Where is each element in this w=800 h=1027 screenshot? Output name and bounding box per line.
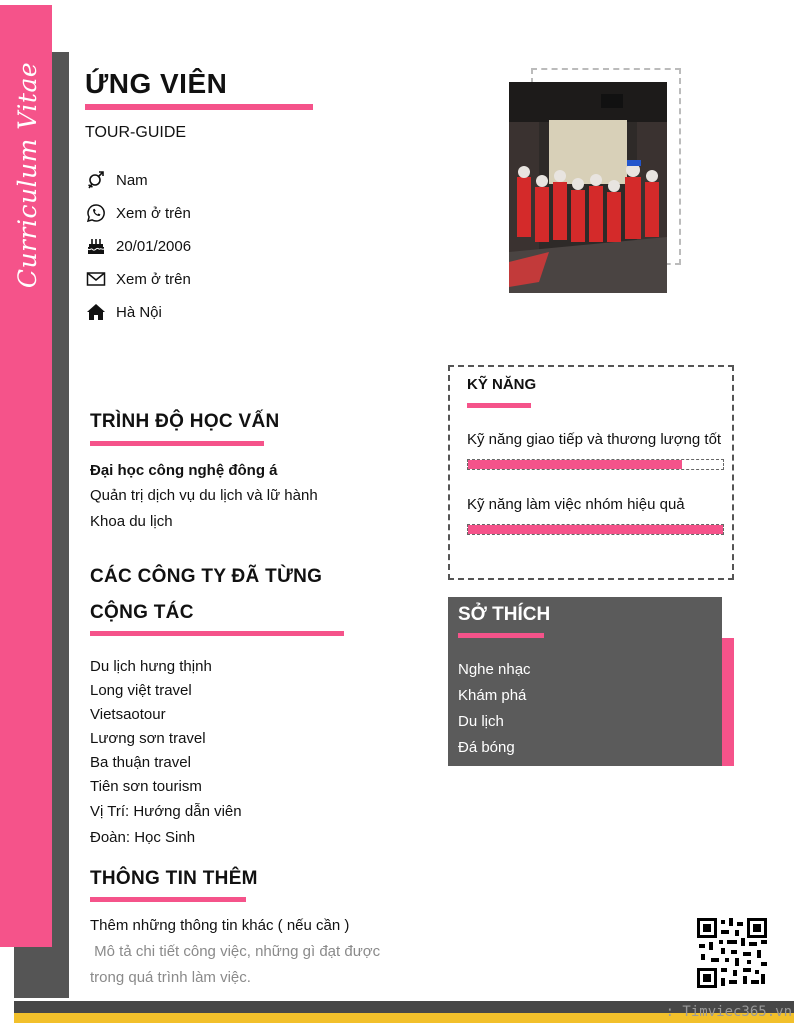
info-gender bbox=[85, 168, 148, 192]
education-title: TRÌNH ĐỘ HỌC VẤN bbox=[90, 411, 280, 432]
info-birthday-text: 20/01/2006 bbox=[116, 237, 192, 255]
skills-box bbox=[448, 365, 734, 580]
companies-title-line1: CÁC CÔNG TY ĐÃ TỪNG bbox=[90, 566, 323, 587]
company-item: Long việt travel bbox=[90, 682, 192, 699]
candidate-name: ỨNG VIÊN bbox=[85, 68, 228, 99]
hobbies-title: SỞ THÍCH bbox=[458, 604, 551, 625]
info-phone-text: Xem ở trên bbox=[116, 204, 191, 222]
education-major: Quản trị dịch vụ du lịch và lữ hành bbox=[90, 487, 318, 504]
curriculum-vitae-title: Curriculum Vitae bbox=[13, 61, 42, 289]
home-icon bbox=[85, 301, 107, 323]
info-email bbox=[85, 267, 191, 291]
info-birthday bbox=[85, 234, 191, 258]
company-item: Lương sơn travel bbox=[90, 730, 206, 747]
skills-title: KỸ NĂNG bbox=[467, 376, 537, 393]
company-position: Vị Trí: Hướng dẫn viên bbox=[90, 803, 242, 820]
skill-name: Kỹ năng giao tiếp và thương lượng tốt bbox=[467, 431, 722, 448]
company-item: Ba thuận travel bbox=[90, 754, 191, 771]
companies-title-line2: CỘNG TÁC bbox=[90, 602, 194, 623]
watermark: : Timviec365.vn bbox=[665, 1004, 792, 1020]
education-faculty: Khoa du lịch bbox=[90, 513, 173, 530]
candidate-photo bbox=[509, 82, 667, 293]
skill-bar bbox=[467, 524, 724, 535]
info-address bbox=[85, 300, 162, 324]
hobby-item: Du lịch bbox=[458, 713, 504, 730]
skills-underline bbox=[467, 403, 531, 408]
skill-bar-fill bbox=[468, 525, 723, 534]
hobby-item: Đá bóng bbox=[458, 739, 515, 756]
education-underline bbox=[90, 441, 264, 446]
gender-icon bbox=[85, 169, 107, 191]
education-school: Đại học công nghệ đông á bbox=[90, 462, 278, 479]
qr-code[interactable] bbox=[697, 918, 767, 988]
skill-name: Kỹ năng làm việc nhóm hiệu quả bbox=[467, 496, 685, 513]
phone-icon bbox=[85, 202, 107, 224]
company-item: Du lịch hưng thịnh bbox=[90, 658, 212, 675]
company-group: Đoàn: Học Sinh bbox=[90, 829, 196, 846]
extra-info-line1: Thêm những thông tin khác ( nếu cần ) bbox=[90, 917, 350, 934]
name-underline bbox=[85, 104, 313, 110]
envelope-icon bbox=[85, 268, 107, 290]
hobby-item: Nghe nhạc bbox=[458, 661, 531, 678]
info-gender-text: Nam bbox=[116, 171, 148, 189]
hobbies-underline bbox=[458, 633, 544, 638]
hobby-item: Khám phá bbox=[458, 687, 527, 704]
company-item: Tiên sơn tourism bbox=[90, 778, 202, 795]
extra-info-line3: trong quá trình làm việc. bbox=[90, 969, 251, 986]
job-title: TOUR-GUIDE bbox=[85, 124, 187, 141]
extra-info-underline bbox=[90, 897, 246, 902]
hobby-accent-strip bbox=[722, 638, 734, 766]
birthday-cake-icon bbox=[85, 235, 107, 257]
extra-info-line2: Mô tả chi tiết công việc, những gì đạt được bbox=[90, 943, 381, 960]
skill-bar-fill bbox=[468, 460, 682, 469]
skill-bar bbox=[467, 459, 724, 470]
companies-underline bbox=[90, 631, 344, 636]
extra-info-title: THÔNG TIN THÊM bbox=[90, 868, 258, 889]
info-address-text: Hà Nội bbox=[116, 303, 162, 321]
info-email-text: Xem ở trên bbox=[116, 270, 191, 288]
company-item: Vietsaotour bbox=[90, 706, 166, 723]
info-phone bbox=[85, 201, 191, 225]
